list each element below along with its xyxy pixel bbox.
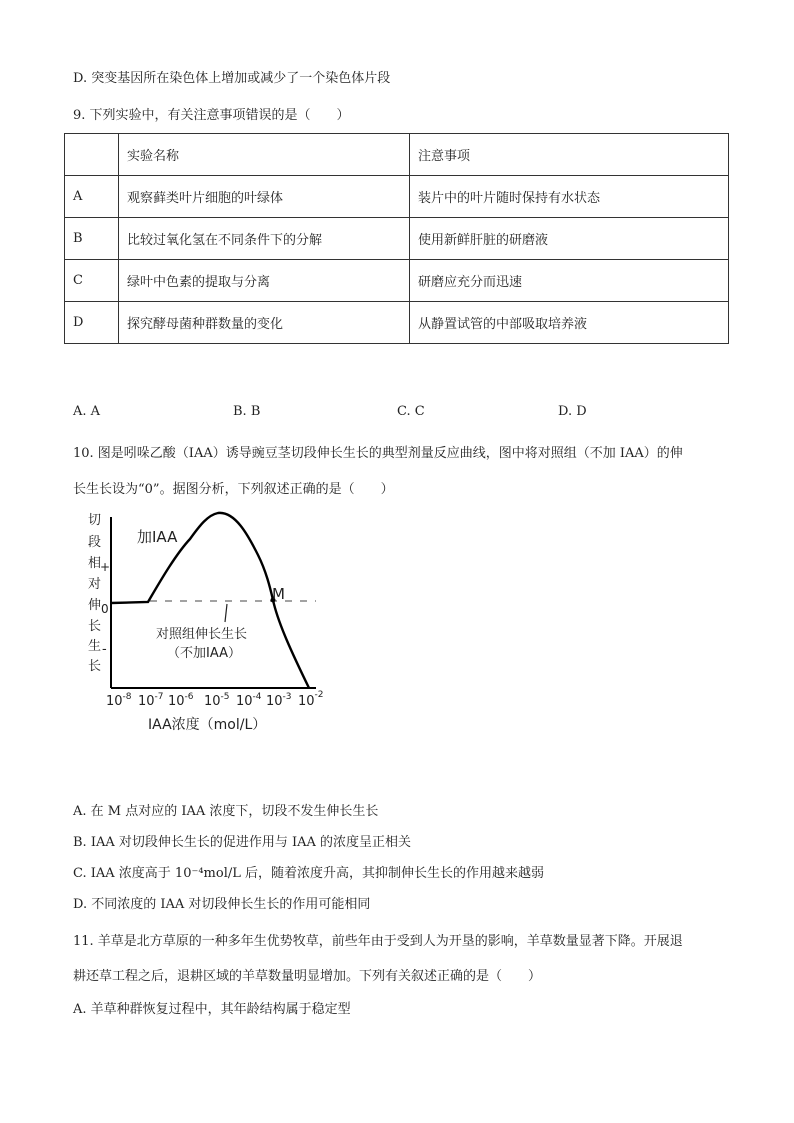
x-tick-label: $10^{-2}$	[298, 690, 324, 709]
x-tick-label: $10^{-3}$	[266, 692, 292, 709]
q9-stem: 9. 下列实验中，有关注意事项错误的是（ ）	[73, 108, 350, 123]
prev-option-d: D. 突变基因所在染色体上增加或减少了一个染色体片段	[73, 71, 391, 86]
x-axis-label: IAA浓度（mol/L）	[148, 717, 267, 733]
iaa-dose-response-figure	[80, 505, 340, 735]
table-cell: 探究酵母菌种群数量的变化	[119, 302, 410, 344]
x-tick-label: $10^{-6}$	[168, 692, 194, 709]
y-label-char: 对	[88, 577, 102, 592]
x-tick-label: $10^{-8}$	[106, 692, 132, 709]
table-row	[65, 218, 729, 260]
q9-option-a: A. A	[73, 404, 101, 419]
q10-stem-line2: 长生长设为“0”。据图分析，下列叙述正确的是（ ）	[73, 482, 394, 497]
x-tick-labels	[106, 690, 324, 709]
table-row	[65, 302, 729, 344]
table-cell: 装片中的叶片随时保持有水状态	[410, 176, 729, 218]
x-tick-label: $10^{-5}$	[204, 692, 230, 709]
q9-option-c: C. C	[397, 404, 425, 419]
table-cell: B	[65, 218, 119, 260]
curve-label: 加IAA	[137, 528, 178, 546]
table-cell: 从静置试管的中部吸取培养液	[410, 302, 729, 344]
table-cell: 使用新鲜肝脏的研磨液	[410, 218, 729, 260]
table-row	[65, 176, 729, 218]
table-header-cell: 注意事项	[410, 134, 729, 176]
q9-option-b: B. B	[233, 404, 261, 419]
table-cell: D	[65, 302, 119, 344]
table-header-row	[65, 134, 729, 176]
q10-stem-line1: 10. 图是吲哚乙酸（IAA）诱导豌豆茎切段伸长生长的典型剂量反应曲线，图中将对照组（不加 IAA）的伸	[73, 446, 683, 461]
control-label-line1: 对照组伸长生长	[156, 627, 248, 642]
control-label-line2: （不加IAA）	[167, 646, 241, 661]
table-header-cell: 实验名称	[119, 134, 410, 176]
q10-option-b: B. IAA 对切段伸长生长的促进作用与 IAA 的浓度呈正相关	[73, 835, 412, 850]
table-cell: 比较过氧化氢在不同条件下的分解	[119, 218, 410, 260]
y-zero-label: 0	[101, 602, 109, 616]
q10-option-c: C. IAA 浓度高于 10⁻⁴mol/L 后，随着浓度升高，其抑制伸长生长的作用越来越弱	[73, 866, 544, 881]
control-pointer-line	[225, 604, 227, 622]
table-row	[65, 260, 729, 302]
y-label-char: 切	[88, 513, 102, 528]
y-label-char: 长	[88, 659, 102, 674]
q11-stem-line2: 耕还草工程之后，退耕区域的羊草数量明显增加。下列有关叙述正确的是（ ）	[73, 969, 542, 984]
q10-option-a: A. 在 M 点对应的 IAA 浓度下，切段不发生伸长生长	[73, 804, 379, 819]
q10-option-d: D. 不同浓度的 IAA 对切段伸长生长的作用可能相同	[73, 897, 371, 912]
q11-stem-line1: 11. 羊草是北方草原的一种多年生优势牧草，前些年由于受到人为开垦的影响，羊草数量显著下降。开展退	[73, 934, 683, 949]
table-cell: 研磨应充分而迅速	[410, 260, 729, 302]
y-label-char: 相	[88, 556, 102, 571]
table-cell: A	[65, 176, 119, 218]
q11-option-a: A. 羊草种群恢复过程中，其年龄结构属于稳定型	[73, 1002, 351, 1017]
table-header-cell	[65, 134, 119, 176]
experiment-table	[64, 133, 729, 344]
x-tick-label: $10^{-4}$	[236, 692, 262, 709]
y-plus-label: +	[100, 560, 111, 574]
y-label-char: 长	[88, 619, 102, 634]
y-label-char: 段	[88, 535, 102, 550]
table-cell: 绿叶中色素的提取与分离	[119, 260, 410, 302]
y-label-char: 伸	[88, 598, 102, 613]
y-label-char: 生	[88, 639, 102, 654]
table-cell: 观察藓类叶片细胞的叶绿体	[119, 176, 410, 218]
point-m-label: M	[272, 585, 285, 603]
y-minus-label: -	[102, 642, 107, 657]
q9-option-d: D. D	[558, 404, 587, 419]
table-cell: C	[65, 260, 119, 302]
x-tick-label: $10^{-7}$	[138, 692, 164, 709]
